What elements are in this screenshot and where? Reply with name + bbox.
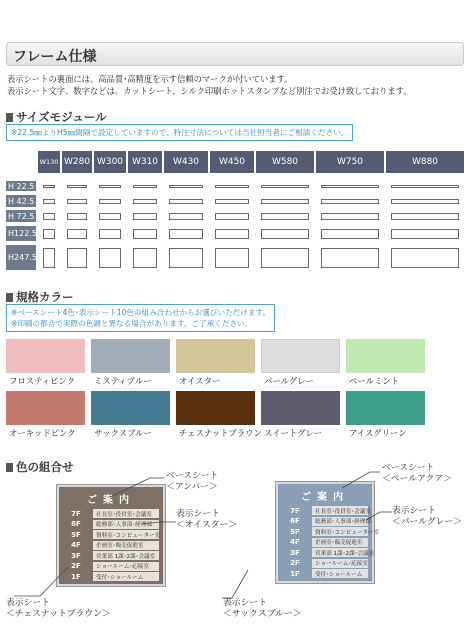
leader-left-display [142, 522, 176, 524]
color-swatch-label: オーキッドピンク [9, 428, 76, 438]
size-section-title: サイズモジュール [16, 110, 107, 124]
callout-line-2: ＜オイスター＞ [176, 520, 238, 530]
color-swatch-label: スイートグレー [264, 428, 323, 438]
callout-line-1: 表示シート [6, 598, 50, 608]
callout-line-2: ＜アンバー＞ [166, 482, 218, 492]
callout-line-1: 表示シート [223, 598, 267, 608]
sign-floor-strip: 総務部･人事部･経理部 [312, 517, 368, 526]
sign-floor-label: 7F [71, 509, 81, 518]
sign-floor-label: 1F [71, 572, 81, 581]
color-swatch-label: チェスナットブラウン [179, 428, 262, 438]
sign-board-title: ご案内 [301, 492, 349, 503]
sign-floor-label: 6F [290, 517, 300, 526]
size-column-head: W880 [386, 151, 464, 173]
sign-floor-label: 3F [290, 548, 300, 557]
callout-line-2: ＜サックスブルー＞ [223, 609, 302, 619]
sign-board-title: ご案内 [87, 495, 135, 506]
callout-right-bottom [223, 598, 302, 620]
color-notice-line-2: ※印刷の都合で実際の色調と異なる場合があります。ご了承ください。 [11, 319, 253, 328]
size-row-head: H 72.5 [8, 211, 35, 221]
callout-right-base [382, 463, 452, 485]
sign-floor-strip: 資料室･コンピューター室 [312, 527, 368, 536]
callout-left-display [176, 509, 237, 531]
color-swatch-label: ミスティブルー [94, 376, 152, 386]
sign-floor-label: 1F [290, 569, 300, 578]
sign-floor-strip: 社長室･役員室･会議室 [312, 506, 368, 515]
sign-floor-strip: 資料室･コンピューター室 [93, 530, 159, 539]
sign-floor-label: 2F [290, 559, 300, 568]
leader-left-bottom [14, 567, 68, 596]
color-swatch-label: フロスティピンク [9, 376, 75, 386]
size-column-head: W580 [256, 151, 314, 173]
size-column-head: W430 [164, 151, 208, 173]
callout-line-1: 表示シート [392, 506, 436, 516]
leader-right-bottom [222, 570, 248, 598]
color-section-title: 規格カラー [16, 290, 74, 304]
size-row-head: H247.5 [6, 245, 36, 270]
callout-line-2: ＜ペールアクア＞ [382, 474, 452, 484]
sign-floor-label: 5F [290, 527, 300, 536]
sign-floor-strip: ショールーム･応接室 [93, 562, 159, 571]
callout-line-1: ベースシート [166, 471, 219, 481]
color-swatch-label: サックスブルー [94, 428, 153, 438]
sign-floor-strip: ショールーム･応接室 [312, 559, 368, 568]
sign-floor-strip: 受付･ショールーム [312, 569, 368, 578]
size-column-head: W750 [316, 151, 384, 173]
sign-floor-strip: 社長室･役員室･会議室 [93, 509, 159, 518]
sign-floor-label: 2F [71, 562, 81, 571]
sign-floor-label: 4F [290, 538, 300, 547]
sign-floor-strip: 企画室･販売促進室 [93, 541, 159, 550]
size-row-head: H 42.5 [8, 196, 35, 206]
callout-line-1: ベースシート [382, 463, 435, 473]
sign-floor-label: 7F [290, 506, 300, 515]
size-row-head: H 22.5 [8, 181, 35, 191]
sign-floor-label: 3F [71, 551, 81, 560]
size-column-head: W450 [210, 151, 254, 173]
color-swatch-label: オイスター [179, 376, 221, 386]
size-notice: ※22.5㎜よりH5㎜間隔で設定していますので、特注寸法については当社担当者にご相談ください。 [6, 124, 353, 141]
page-title: フレーム仕様 [13, 49, 97, 65]
size-column-head: W280 [62, 151, 92, 173]
leader-right-base [342, 472, 380, 488]
size-row-head: H122.5 [6, 226, 36, 241]
color-swatch-label: パールグレー [264, 376, 314, 386]
size-column-head: W300 [94, 151, 126, 173]
color-swatch-label: ペールミント [349, 376, 400, 386]
callout-line-2: ＜チェスナットブラウン＞ [6, 609, 111, 619]
sign-floor-strip: 総務部･人事部･経理部 [93, 520, 159, 529]
callout-right-display [392, 506, 462, 528]
sign-floor-label: 4F [71, 541, 81, 550]
color-swatch-label: アイスグリーン [349, 428, 407, 438]
size-column-head: W130 [38, 151, 60, 173]
sign-floor-label: 6F [71, 520, 81, 529]
callout-line-1: 表示シート [176, 509, 220, 519]
intro-line-2: 表示シート文字、数字などは、カットシート、シルク印刷ホットスタンプなど別注でお受け致しております。 [7, 86, 412, 96]
color-notice-line-1: ※ベースシート4色･表示シート10色の組み合わせからお選びいただけます。 [11, 308, 271, 317]
size-column-head: W310 [128, 151, 162, 173]
leader-left-base [110, 478, 164, 497]
sign-floor-strip: 営業部 1課･2課･会議室 [93, 551, 159, 560]
callout-left-base [166, 471, 218, 493]
combo-section-title: 色の組合せ [16, 460, 74, 474]
sign-floor-strip: 営業部 1課･2課･会議室 [312, 548, 368, 557]
sign-floor-label: 5F [71, 530, 81, 539]
callout-left-bottom [6, 598, 111, 620]
leader-right-display [366, 512, 392, 520]
callout-line-2: ＜パールグレー＞ [392, 517, 463, 527]
sign-floor-strip: 受付･ショールーム [93, 572, 159, 581]
intro-line-1: 表示シートの裏面には、高品質･高精度を示す信頼のマークが付いています。 [7, 74, 293, 84]
sign-floor-strip: 企画室･販売促進室 [312, 538, 368, 547]
